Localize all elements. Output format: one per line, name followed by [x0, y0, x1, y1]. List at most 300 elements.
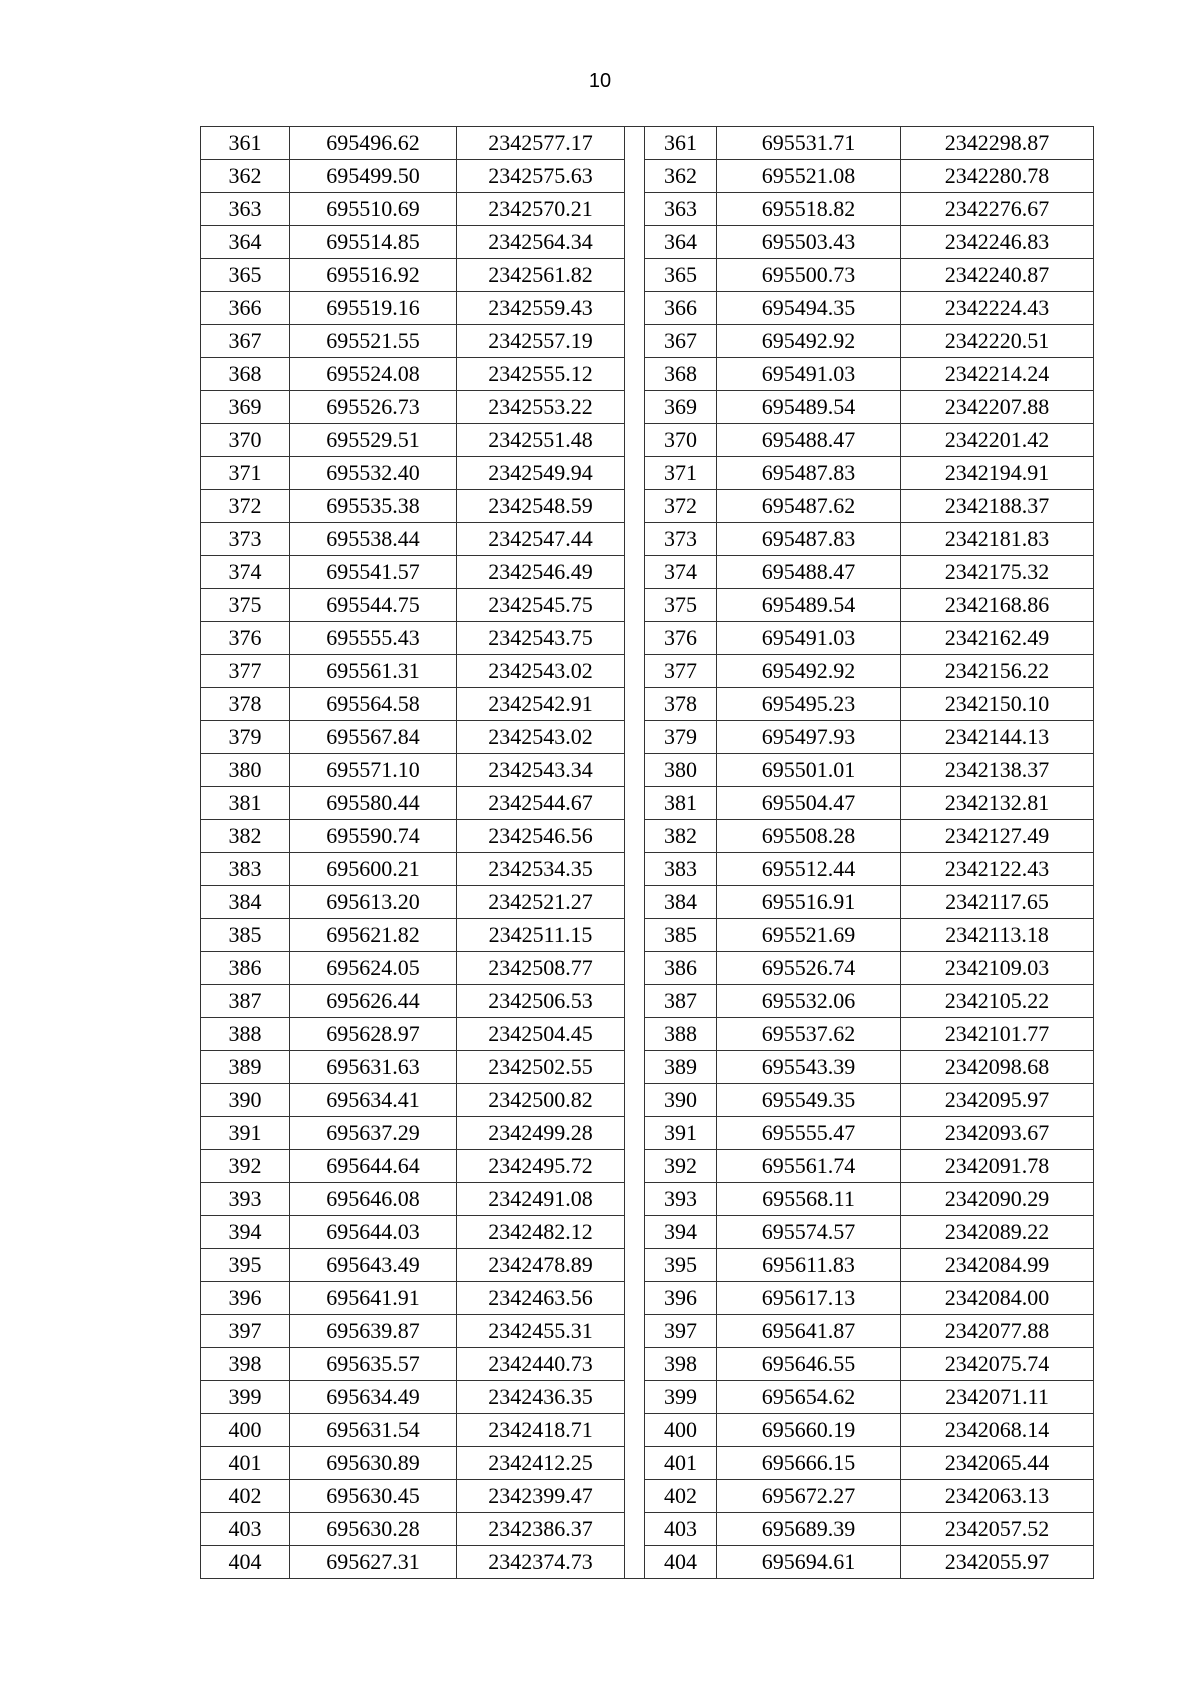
table-row: [201, 226, 1094, 259]
right-point-number-cell: 404: [645, 1546, 717, 1579]
left-y-coordinate-cell: 2342463.56: [457, 1282, 625, 1315]
left-y-coordinate-cell: 2342478.89: [457, 1249, 625, 1282]
left-point-number-cell: 390: [201, 1084, 290, 1117]
column-gap: [625, 1183, 645, 1216]
column-gap: [625, 259, 645, 292]
left-y-coordinate-cell: 2342547.44: [457, 523, 625, 556]
left-y-coordinate-cell: 2342549.94: [457, 457, 625, 490]
right-x-coordinate-cell: 695617.13: [717, 1282, 901, 1315]
table-row: [201, 259, 1094, 292]
right-point-number-cell: 367: [645, 325, 717, 358]
left-point-number-cell: 375: [201, 589, 290, 622]
left-x-coordinate-cell: 695561.31: [290, 655, 457, 688]
left-y-coordinate-cell: 2342534.35: [457, 853, 625, 886]
table-row: [201, 1513, 1094, 1546]
right-point-number-cell: 392: [645, 1150, 717, 1183]
table-row: [201, 1051, 1094, 1084]
column-gap: [625, 523, 645, 556]
right-point-number-cell: 376: [645, 622, 717, 655]
left-x-coordinate-cell: 695526.73: [290, 391, 457, 424]
coordinate-table-body: [201, 127, 1094, 1579]
right-y-coordinate-cell: 2342181.83: [901, 523, 1094, 556]
right-y-coordinate-cell: 2342105.22: [901, 985, 1094, 1018]
column-gap: [625, 292, 645, 325]
table-row: [201, 787, 1094, 820]
page-number: 10: [588, 70, 612, 92]
left-point-number-cell: 402: [201, 1480, 290, 1513]
left-x-coordinate-cell: 695635.57: [290, 1348, 457, 1381]
left-y-coordinate-cell: 2342374.73: [457, 1546, 625, 1579]
right-point-number-cell: 368: [645, 358, 717, 391]
right-point-number-cell: 387: [645, 985, 717, 1018]
table-row: [201, 1249, 1094, 1282]
right-y-coordinate-cell: 2342075.74: [901, 1348, 1094, 1381]
left-point-number-cell: 374: [201, 556, 290, 589]
column-gap: [625, 886, 645, 919]
right-y-coordinate-cell: 2342084.99: [901, 1249, 1094, 1282]
right-x-coordinate-cell: 695660.19: [717, 1414, 901, 1447]
right-y-coordinate-cell: 2342127.49: [901, 820, 1094, 853]
right-y-coordinate-cell: 2342093.67: [901, 1117, 1094, 1150]
left-x-coordinate-cell: 695555.43: [290, 622, 457, 655]
column-gap: [625, 1513, 645, 1546]
right-point-number-cell: 369: [645, 391, 717, 424]
right-point-number-cell: 394: [645, 1216, 717, 1249]
right-point-number-cell: 377: [645, 655, 717, 688]
left-x-coordinate-cell: 695541.57: [290, 556, 457, 589]
right-point-number-cell: 372: [645, 490, 717, 523]
table-row: [201, 424, 1094, 457]
table-row: [201, 919, 1094, 952]
right-y-coordinate-cell: 2342101.77: [901, 1018, 1094, 1051]
right-y-coordinate-cell: 2342162.49: [901, 622, 1094, 655]
table-row: [201, 457, 1094, 490]
right-x-coordinate-cell: 695521.69: [717, 919, 901, 952]
left-x-coordinate-cell: 695637.29: [290, 1117, 457, 1150]
coordinate-table: [200, 126, 1094, 1579]
left-x-coordinate-cell: 695639.87: [290, 1315, 457, 1348]
left-point-number-cell: 384: [201, 886, 290, 919]
right-y-coordinate-cell: 2342201.42: [901, 424, 1094, 457]
left-point-number-cell: 393: [201, 1183, 290, 1216]
table-row: [201, 193, 1094, 226]
left-point-number-cell: 364: [201, 226, 290, 259]
left-y-coordinate-cell: 2342399.47: [457, 1480, 625, 1513]
right-y-coordinate-cell: 2342065.44: [901, 1447, 1094, 1480]
left-y-coordinate-cell: 2342455.31: [457, 1315, 625, 1348]
right-x-coordinate-cell: 695487.83: [717, 523, 901, 556]
right-y-coordinate-cell: 2342214.24: [901, 358, 1094, 391]
right-point-number-cell: 373: [645, 523, 717, 556]
right-y-coordinate-cell: 2342280.78: [901, 160, 1094, 193]
right-x-coordinate-cell: 695561.74: [717, 1150, 901, 1183]
left-x-coordinate-cell: 695627.31: [290, 1546, 457, 1579]
right-x-coordinate-cell: 695641.87: [717, 1315, 901, 1348]
table-row: [201, 655, 1094, 688]
right-x-coordinate-cell: 695497.93: [717, 721, 901, 754]
left-x-coordinate-cell: 695499.50: [290, 160, 457, 193]
table-row: [201, 688, 1094, 721]
right-point-number-cell: 393: [645, 1183, 717, 1216]
right-x-coordinate-cell: 695495.23: [717, 688, 901, 721]
left-y-coordinate-cell: 2342561.82: [457, 259, 625, 292]
left-y-coordinate-cell: 2342546.56: [457, 820, 625, 853]
left-y-coordinate-cell: 2342551.48: [457, 424, 625, 457]
left-point-number-cell: 361: [201, 127, 290, 160]
right-x-coordinate-cell: 695491.03: [717, 358, 901, 391]
right-y-coordinate-cell: 2342084.00: [901, 1282, 1094, 1315]
right-x-coordinate-cell: 695646.55: [717, 1348, 901, 1381]
right-point-number-cell: 390: [645, 1084, 717, 1117]
column-gap: [625, 1381, 645, 1414]
table-row: [201, 622, 1094, 655]
right-x-coordinate-cell: 695654.62: [717, 1381, 901, 1414]
left-x-coordinate-cell: 695524.08: [290, 358, 457, 391]
left-x-coordinate-cell: 695538.44: [290, 523, 457, 556]
right-point-number-cell: 366: [645, 292, 717, 325]
column-gap: [625, 1117, 645, 1150]
right-y-coordinate-cell: 2342240.87: [901, 259, 1094, 292]
column-gap: [625, 457, 645, 490]
column-gap: [625, 424, 645, 457]
left-point-number-cell: 378: [201, 688, 290, 721]
right-y-coordinate-cell: 2342188.37: [901, 490, 1094, 523]
left-y-coordinate-cell: 2342544.67: [457, 787, 625, 820]
right-point-number-cell: 364: [645, 226, 717, 259]
left-y-coordinate-cell: 2342412.25: [457, 1447, 625, 1480]
right-x-coordinate-cell: 695487.62: [717, 490, 901, 523]
column-gap: [625, 1216, 645, 1249]
column-gap: [625, 787, 645, 820]
column-gap: [625, 853, 645, 886]
right-point-number-cell: 380: [645, 754, 717, 787]
right-y-coordinate-cell: 2342068.14: [901, 1414, 1094, 1447]
left-x-coordinate-cell: 695646.08: [290, 1183, 457, 1216]
left-point-number-cell: 376: [201, 622, 290, 655]
table-row: [201, 1117, 1094, 1150]
right-y-coordinate-cell: 2342156.22: [901, 655, 1094, 688]
right-point-number-cell: 382: [645, 820, 717, 853]
table-row: [201, 1282, 1094, 1315]
right-x-coordinate-cell: 695537.62: [717, 1018, 901, 1051]
left-y-coordinate-cell: 2342440.73: [457, 1348, 625, 1381]
right-y-coordinate-cell: 2342117.65: [901, 886, 1094, 919]
left-x-coordinate-cell: 695626.44: [290, 985, 457, 1018]
right-point-number-cell: 378: [645, 688, 717, 721]
table-row: [201, 853, 1094, 886]
left-x-coordinate-cell: 695631.63: [290, 1051, 457, 1084]
right-y-coordinate-cell: 2342090.29: [901, 1183, 1094, 1216]
right-point-number-cell: 401: [645, 1447, 717, 1480]
right-x-coordinate-cell: 695532.06: [717, 985, 901, 1018]
table-row: [201, 1348, 1094, 1381]
left-point-number-cell: 385: [201, 919, 290, 952]
right-y-coordinate-cell: 2342207.88: [901, 391, 1094, 424]
right-x-coordinate-cell: 695503.43: [717, 226, 901, 259]
table-row: [201, 952, 1094, 985]
left-x-coordinate-cell: 695644.03: [290, 1216, 457, 1249]
left-y-coordinate-cell: 2342436.35: [457, 1381, 625, 1414]
right-y-coordinate-cell: 2342122.43: [901, 853, 1094, 886]
table-row: [201, 1084, 1094, 1117]
right-x-coordinate-cell: 695492.92: [717, 655, 901, 688]
left-point-number-cell: 372: [201, 490, 290, 523]
right-point-number-cell: 370: [645, 424, 717, 457]
right-x-coordinate-cell: 695518.82: [717, 193, 901, 226]
left-y-coordinate-cell: 2342521.27: [457, 886, 625, 919]
right-y-coordinate-cell: 2342220.51: [901, 325, 1094, 358]
left-y-coordinate-cell: 2342577.17: [457, 127, 625, 160]
right-point-number-cell: 400: [645, 1414, 717, 1447]
table-row: [201, 358, 1094, 391]
right-y-coordinate-cell: 2342168.86: [901, 589, 1094, 622]
left-y-coordinate-cell: 2342546.49: [457, 556, 625, 589]
left-point-number-cell: 398: [201, 1348, 290, 1381]
right-x-coordinate-cell: 695611.83: [717, 1249, 901, 1282]
right-y-coordinate-cell: 2342132.81: [901, 787, 1094, 820]
left-point-number-cell: 369: [201, 391, 290, 424]
right-point-number-cell: 399: [645, 1381, 717, 1414]
right-x-coordinate-cell: 695531.71: [717, 127, 901, 160]
left-y-coordinate-cell: 2342575.63: [457, 160, 625, 193]
left-point-number-cell: 386: [201, 952, 290, 985]
table-row: [201, 325, 1094, 358]
column-gap: [625, 1150, 645, 1183]
column-gap: [625, 688, 645, 721]
right-x-coordinate-cell: 695666.15: [717, 1447, 901, 1480]
table-row: [201, 127, 1094, 160]
left-x-coordinate-cell: 695630.28: [290, 1513, 457, 1546]
right-y-coordinate-cell: 2342077.88: [901, 1315, 1094, 1348]
left-y-coordinate-cell: 2342504.45: [457, 1018, 625, 1051]
left-x-coordinate-cell: 695535.38: [290, 490, 457, 523]
right-point-number-cell: 381: [645, 787, 717, 820]
left-x-coordinate-cell: 695544.75: [290, 589, 457, 622]
column-gap: [625, 1018, 645, 1051]
column-gap: [625, 391, 645, 424]
right-x-coordinate-cell: 695508.28: [717, 820, 901, 853]
column-gap: [625, 1414, 645, 1447]
column-gap: [625, 919, 645, 952]
left-x-coordinate-cell: 695631.54: [290, 1414, 457, 1447]
table-row: [201, 1480, 1094, 1513]
right-point-number-cell: 397: [645, 1315, 717, 1348]
column-gap: [625, 1282, 645, 1315]
table-row: [201, 292, 1094, 325]
right-y-coordinate-cell: 2342098.68: [901, 1051, 1094, 1084]
left-y-coordinate-cell: 2342500.82: [457, 1084, 625, 1117]
right-x-coordinate-cell: 695489.54: [717, 589, 901, 622]
left-point-number-cell: 389: [201, 1051, 290, 1084]
left-point-number-cell: 396: [201, 1282, 290, 1315]
right-x-coordinate-cell: 695494.35: [717, 292, 901, 325]
right-x-coordinate-cell: 695501.01: [717, 754, 901, 787]
column-gap: [625, 655, 645, 688]
right-x-coordinate-cell: 695521.08: [717, 160, 901, 193]
right-x-coordinate-cell: 695672.27: [717, 1480, 901, 1513]
table-row: [201, 160, 1094, 193]
right-x-coordinate-cell: 695504.47: [717, 787, 901, 820]
left-point-number-cell: 383: [201, 853, 290, 886]
right-x-coordinate-cell: 695492.92: [717, 325, 901, 358]
left-point-number-cell: 391: [201, 1117, 290, 1150]
left-point-number-cell: 382: [201, 820, 290, 853]
left-y-coordinate-cell: 2342564.34: [457, 226, 625, 259]
left-y-coordinate-cell: 2342418.71: [457, 1414, 625, 1447]
right-y-coordinate-cell: 2342276.67: [901, 193, 1094, 226]
column-gap: [625, 721, 645, 754]
table-row: [201, 490, 1094, 523]
left-y-coordinate-cell: 2342491.08: [457, 1183, 625, 1216]
right-y-coordinate-cell: 2342095.97: [901, 1084, 1094, 1117]
table-row: [201, 391, 1094, 424]
left-y-coordinate-cell: 2342553.22: [457, 391, 625, 424]
table-row: [201, 1315, 1094, 1348]
right-point-number-cell: 388: [645, 1018, 717, 1051]
left-y-coordinate-cell: 2342386.37: [457, 1513, 625, 1546]
left-x-coordinate-cell: 695521.55: [290, 325, 457, 358]
right-point-number-cell: 371: [645, 457, 717, 490]
right-y-coordinate-cell: 2342109.03: [901, 952, 1094, 985]
column-gap: [625, 1348, 645, 1381]
left-point-number-cell: 379: [201, 721, 290, 754]
right-point-number-cell: 402: [645, 1480, 717, 1513]
table-row: [201, 1183, 1094, 1216]
table-row: [201, 589, 1094, 622]
column-gap: [625, 1447, 645, 1480]
left-x-coordinate-cell: 695628.97: [290, 1018, 457, 1051]
right-x-coordinate-cell: 695574.57: [717, 1216, 901, 1249]
right-x-coordinate-cell: 695488.47: [717, 556, 901, 589]
right-point-number-cell: 385: [645, 919, 717, 952]
left-y-coordinate-cell: 2342511.15: [457, 919, 625, 952]
left-y-coordinate-cell: 2342545.75: [457, 589, 625, 622]
left-y-coordinate-cell: 2342542.91: [457, 688, 625, 721]
right-point-number-cell: 374: [645, 556, 717, 589]
left-y-coordinate-cell: 2342506.53: [457, 985, 625, 1018]
right-x-coordinate-cell: 695543.39: [717, 1051, 901, 1084]
left-point-number-cell: 363: [201, 193, 290, 226]
table-row: [201, 1381, 1094, 1414]
right-x-coordinate-cell: 695694.61: [717, 1546, 901, 1579]
left-x-coordinate-cell: 695634.49: [290, 1381, 457, 1414]
left-point-number-cell: 401: [201, 1447, 290, 1480]
right-y-coordinate-cell: 2342071.11: [901, 1381, 1094, 1414]
column-gap: [625, 754, 645, 787]
right-point-number-cell: 363: [645, 193, 717, 226]
table-row: [201, 556, 1094, 589]
left-point-number-cell: 404: [201, 1546, 290, 1579]
table-row: [201, 1546, 1094, 1579]
table-row: [201, 820, 1094, 853]
left-point-number-cell: 368: [201, 358, 290, 391]
column-gap: [625, 589, 645, 622]
left-point-number-cell: 373: [201, 523, 290, 556]
left-y-coordinate-cell: 2342557.19: [457, 325, 625, 358]
table-row: [201, 886, 1094, 919]
left-y-coordinate-cell: 2342482.12: [457, 1216, 625, 1249]
left-x-coordinate-cell: 695532.40: [290, 457, 457, 490]
left-x-coordinate-cell: 695519.16: [290, 292, 457, 325]
right-point-number-cell: 386: [645, 952, 717, 985]
left-x-coordinate-cell: 695496.62: [290, 127, 457, 160]
right-x-coordinate-cell: 695549.35: [717, 1084, 901, 1117]
left-x-coordinate-cell: 695590.74: [290, 820, 457, 853]
table-row: [201, 1414, 1094, 1447]
left-point-number-cell: 381: [201, 787, 290, 820]
left-y-coordinate-cell: 2342543.75: [457, 622, 625, 655]
column-gap: [625, 1546, 645, 1579]
left-y-coordinate-cell: 2342570.21: [457, 193, 625, 226]
right-y-coordinate-cell: 2342150.10: [901, 688, 1094, 721]
right-x-coordinate-cell: 695516.91: [717, 886, 901, 919]
left-x-coordinate-cell: 695624.05: [290, 952, 457, 985]
column-gap: [625, 160, 645, 193]
right-point-number-cell: 375: [645, 589, 717, 622]
column-gap: [625, 952, 645, 985]
right-y-coordinate-cell: 2342246.83: [901, 226, 1094, 259]
left-y-coordinate-cell: 2342543.02: [457, 721, 625, 754]
left-point-number-cell: 367: [201, 325, 290, 358]
table-row: [201, 1216, 1094, 1249]
right-x-coordinate-cell: 695689.39: [717, 1513, 901, 1546]
left-point-number-cell: 371: [201, 457, 290, 490]
column-gap: [625, 325, 645, 358]
right-point-number-cell: 396: [645, 1282, 717, 1315]
column-gap: [625, 556, 645, 589]
right-point-number-cell: 365: [645, 259, 717, 292]
column-gap: [625, 985, 645, 1018]
left-x-coordinate-cell: 695580.44: [290, 787, 457, 820]
left-x-coordinate-cell: 695634.41: [290, 1084, 457, 1117]
right-y-coordinate-cell: 2342089.22: [901, 1216, 1094, 1249]
left-point-number-cell: 392: [201, 1150, 290, 1183]
left-x-coordinate-cell: 695516.92: [290, 259, 457, 292]
column-gap: [625, 1084, 645, 1117]
table-row: [201, 1447, 1094, 1480]
left-x-coordinate-cell: 695564.58: [290, 688, 457, 721]
right-x-coordinate-cell: 695512.44: [717, 853, 901, 886]
left-x-coordinate-cell: 695600.21: [290, 853, 457, 886]
left-y-coordinate-cell: 2342543.34: [457, 754, 625, 787]
left-x-coordinate-cell: 695613.20: [290, 886, 457, 919]
left-x-coordinate-cell: 695643.49: [290, 1249, 457, 1282]
table-row: [201, 1018, 1094, 1051]
right-point-number-cell: 391: [645, 1117, 717, 1150]
column-gap: [625, 622, 645, 655]
left-y-coordinate-cell: 2342502.55: [457, 1051, 625, 1084]
column-gap: [625, 1480, 645, 1513]
left-y-coordinate-cell: 2342559.43: [457, 292, 625, 325]
left-x-coordinate-cell: 695641.91: [290, 1282, 457, 1315]
column-gap: [625, 490, 645, 523]
left-point-number-cell: 388: [201, 1018, 290, 1051]
right-y-coordinate-cell: 2342144.13: [901, 721, 1094, 754]
right-x-coordinate-cell: 695500.73: [717, 259, 901, 292]
right-point-number-cell: 383: [645, 853, 717, 886]
left-point-number-cell: 370: [201, 424, 290, 457]
left-y-coordinate-cell: 2342499.28: [457, 1117, 625, 1150]
right-y-coordinate-cell: 2342298.87: [901, 127, 1094, 160]
left-x-coordinate-cell: 695644.64: [290, 1150, 457, 1183]
left-x-coordinate-cell: 695630.89: [290, 1447, 457, 1480]
left-y-coordinate-cell: 2342555.12: [457, 358, 625, 391]
column-gap: [625, 226, 645, 259]
right-point-number-cell: 361: [645, 127, 717, 160]
left-x-coordinate-cell: 695510.69: [290, 193, 457, 226]
column-gap: [625, 127, 645, 160]
column-gap: [625, 358, 645, 391]
